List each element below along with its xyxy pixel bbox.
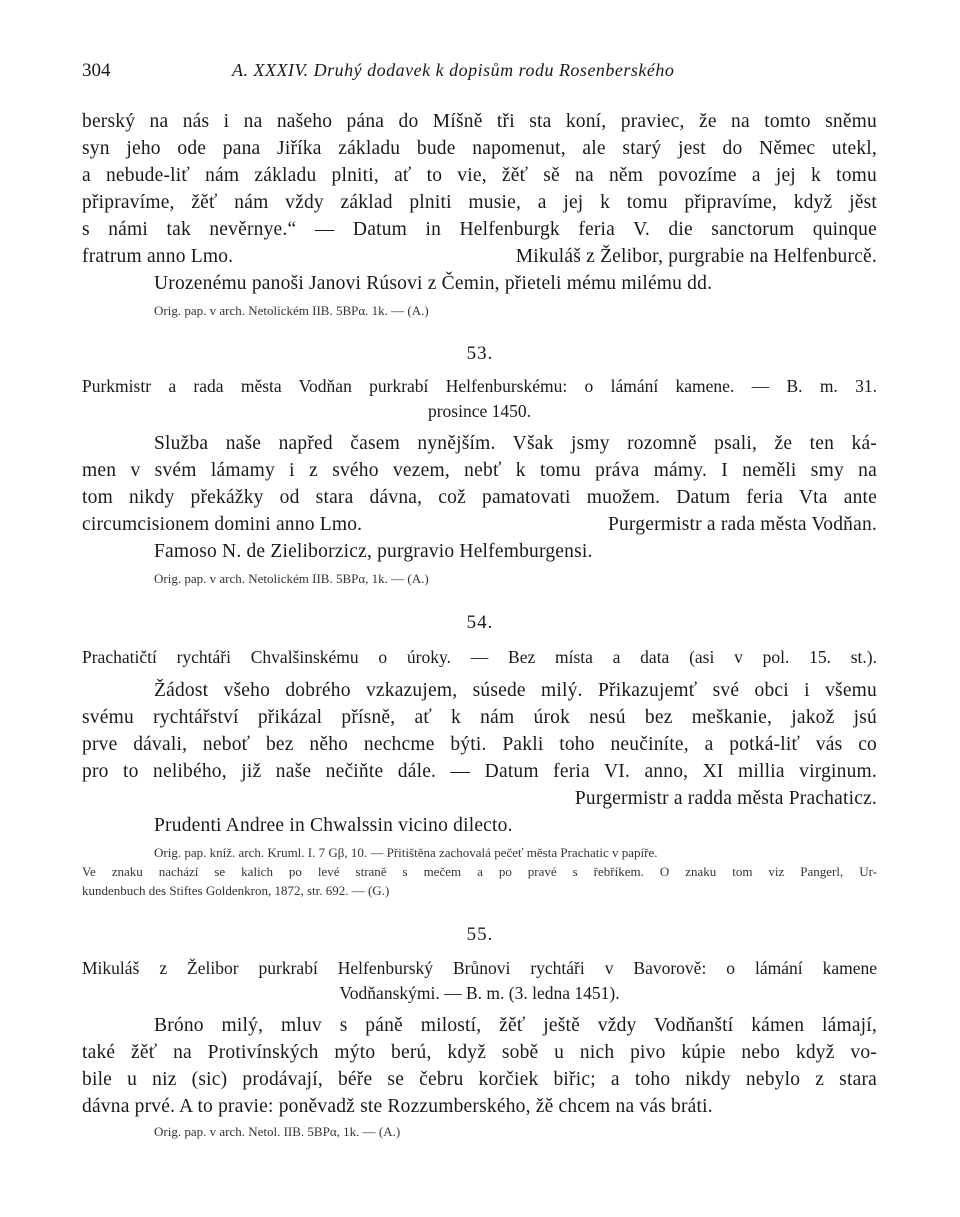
note-line: Ve znaku nachází se kalich po levé straně s mečem a po pravé s řebříkem. O znaku tom viz Pangerl, Ur- bbox=[82, 864, 877, 879]
heading-line: Purkmistr a rada města Vodňan purkrabí Helfenburskému: o lámání kamene. — B. m. 31. bbox=[82, 376, 877, 396]
text-line: pro to nelibého, již naše nečiňte dále. — Datum feria VI. anno, XI millia virginum. bbox=[82, 761, 877, 782]
text-line: připravíme, žěť nám vždy základ plniti musie, a jej k tomu připravíme, když jěst bbox=[82, 192, 877, 213]
text-line: Služba naše napřed časem nynějším. Však jsmy rozomně psali, že ten ká- bbox=[154, 433, 877, 454]
heading-line: Mikuláš z Želibor purkrabí Helfenburský Brůnovi rychtáři v Bavorově: o lámání kamene bbox=[82, 958, 877, 978]
document-number-55: 55. bbox=[466, 924, 494, 945]
closing-line bbox=[82, 243, 877, 270]
note-line: kundenbuch des Stiftes Goldenkron, 1872, str. 692. — (G.) bbox=[82, 883, 390, 898]
text-line: svému rychtářství přikázal přísně, ať k nám úrok nesú bez meškanie, jakož jsú bbox=[82, 707, 877, 728]
text-line: také žěť na Protivínských mýto berú, když sobě u nich pivo kúpie nebo když vo- bbox=[82, 1042, 877, 1063]
text-line: s námi tak nevěrnye.“ — Datum in Helfenburgk feria V. die sanctorum quinque bbox=[82, 219, 877, 240]
closing-signature: Mikuláš z Želibor, purgrabie na Helfenburcě. bbox=[515, 246, 877, 267]
heading-line: Vodňanskými. — B. m. (3. ledna 1451). bbox=[339, 983, 620, 1003]
doc54-heading bbox=[82, 645, 877, 670]
text-line: bile u niz (sic) prodávají, béře se čebru korčiek biřic; a toho nikdy nebylo z stara bbox=[82, 1069, 877, 1090]
doc53-heading bbox=[82, 374, 877, 424]
doc54-text bbox=[82, 677, 877, 900]
source-note: Orig. pap. v arch. Netolickém IIB. 5BPα, 1k. — (A.) bbox=[154, 571, 429, 586]
document-number-54: 54. bbox=[466, 612, 494, 633]
text-line: dávna prvé. A to pravie: poněvadž ste Rozzumberského, žě chcem na vás bráti. bbox=[82, 1096, 713, 1117]
text-line: prve dávali, neboť bez něho nechcme býti. Pakli toho neučiníte, a potká-liť vás co bbox=[82, 734, 877, 755]
continuation-text bbox=[82, 108, 877, 320]
page-header bbox=[82, 60, 882, 90]
text-line: men v svém lámamy i z svého vezem, nebť k tomu práva mámy. I neměli smy na bbox=[82, 460, 877, 481]
closing-line bbox=[82, 511, 877, 538]
document-number-53: 53. bbox=[466, 343, 494, 364]
doc55-heading bbox=[82, 956, 877, 1006]
text-line: Bróno milý, mluv s páně milostí, žěť ještě vždy Vodňanští kámen lámají, bbox=[154, 1015, 877, 1036]
text-line: syn jeho ode pana Jiříka základu bude napomenut, ale starý jest do Němec utekl, bbox=[82, 138, 877, 159]
closing-date: circumcisionem domini anno Lmo. bbox=[82, 514, 363, 535]
doc53-text bbox=[82, 430, 877, 588]
doc55-text bbox=[82, 1012, 877, 1141]
address-line: Prudenti Andree in Chwalssin vicino dilecto. bbox=[154, 815, 513, 836]
note-line: Orig. pap. kníž. arch. Kruml. I. 7 Gβ, 10. — Přitištěna zachovalá pečeť města Prachatic v papíře. bbox=[154, 845, 658, 860]
address-line: Urozenému panoši Janovi Rúsovi z Čemin, přieteli mému milému dd. bbox=[154, 273, 713, 294]
signature-line: Purgermistr a radda města Prachaticz. bbox=[574, 788, 877, 809]
text-line: a nebude-liť nám základu plniti, ať to vie, žěť sě na něm povozíme a jej k tomu bbox=[82, 165, 877, 186]
address-line: Famoso N. de Zieliborzicz, purgravio Helfemburgensi. bbox=[154, 541, 593, 562]
source-note bbox=[82, 843, 877, 900]
heading-line: prosince 1450. bbox=[427, 401, 532, 421]
closing-signature: Purgermistr a rada města Vodňan. bbox=[607, 514, 877, 535]
source-note: Orig. pap. v arch. Netol. IIB. 5BPα, 1k. — (A.) bbox=[154, 1124, 401, 1139]
text-line: tom nikdy překážky od stara dávna, což pamatovati muožem. Datum feria Vta ante bbox=[82, 487, 877, 508]
page-number: 304 bbox=[82, 60, 111, 81]
source-note: Orig. pap. v arch. Netolickém IIB. 5BPα. 1k. — (A.) bbox=[154, 303, 429, 318]
text-line: berský na nás i na našeho pána do Míšně tři sta koní, praviec, že na tomto sněmu bbox=[82, 111, 877, 132]
running-title: A. XXXIV. Druhý dodavek k dopisům rodu Rosenberského bbox=[232, 60, 675, 80]
text-line: Žádost všeho dobrého vzkazujem, súsede milý. Přikazujemť své obci i všemu bbox=[154, 680, 877, 701]
closing-date: fratrum anno Lmo. bbox=[82, 246, 234, 267]
heading-line: Prachatičtí rychtáři Chvalšinskému o úroky. — Bez místa a data (asi v pol. 15. st.). bbox=[82, 647, 877, 667]
